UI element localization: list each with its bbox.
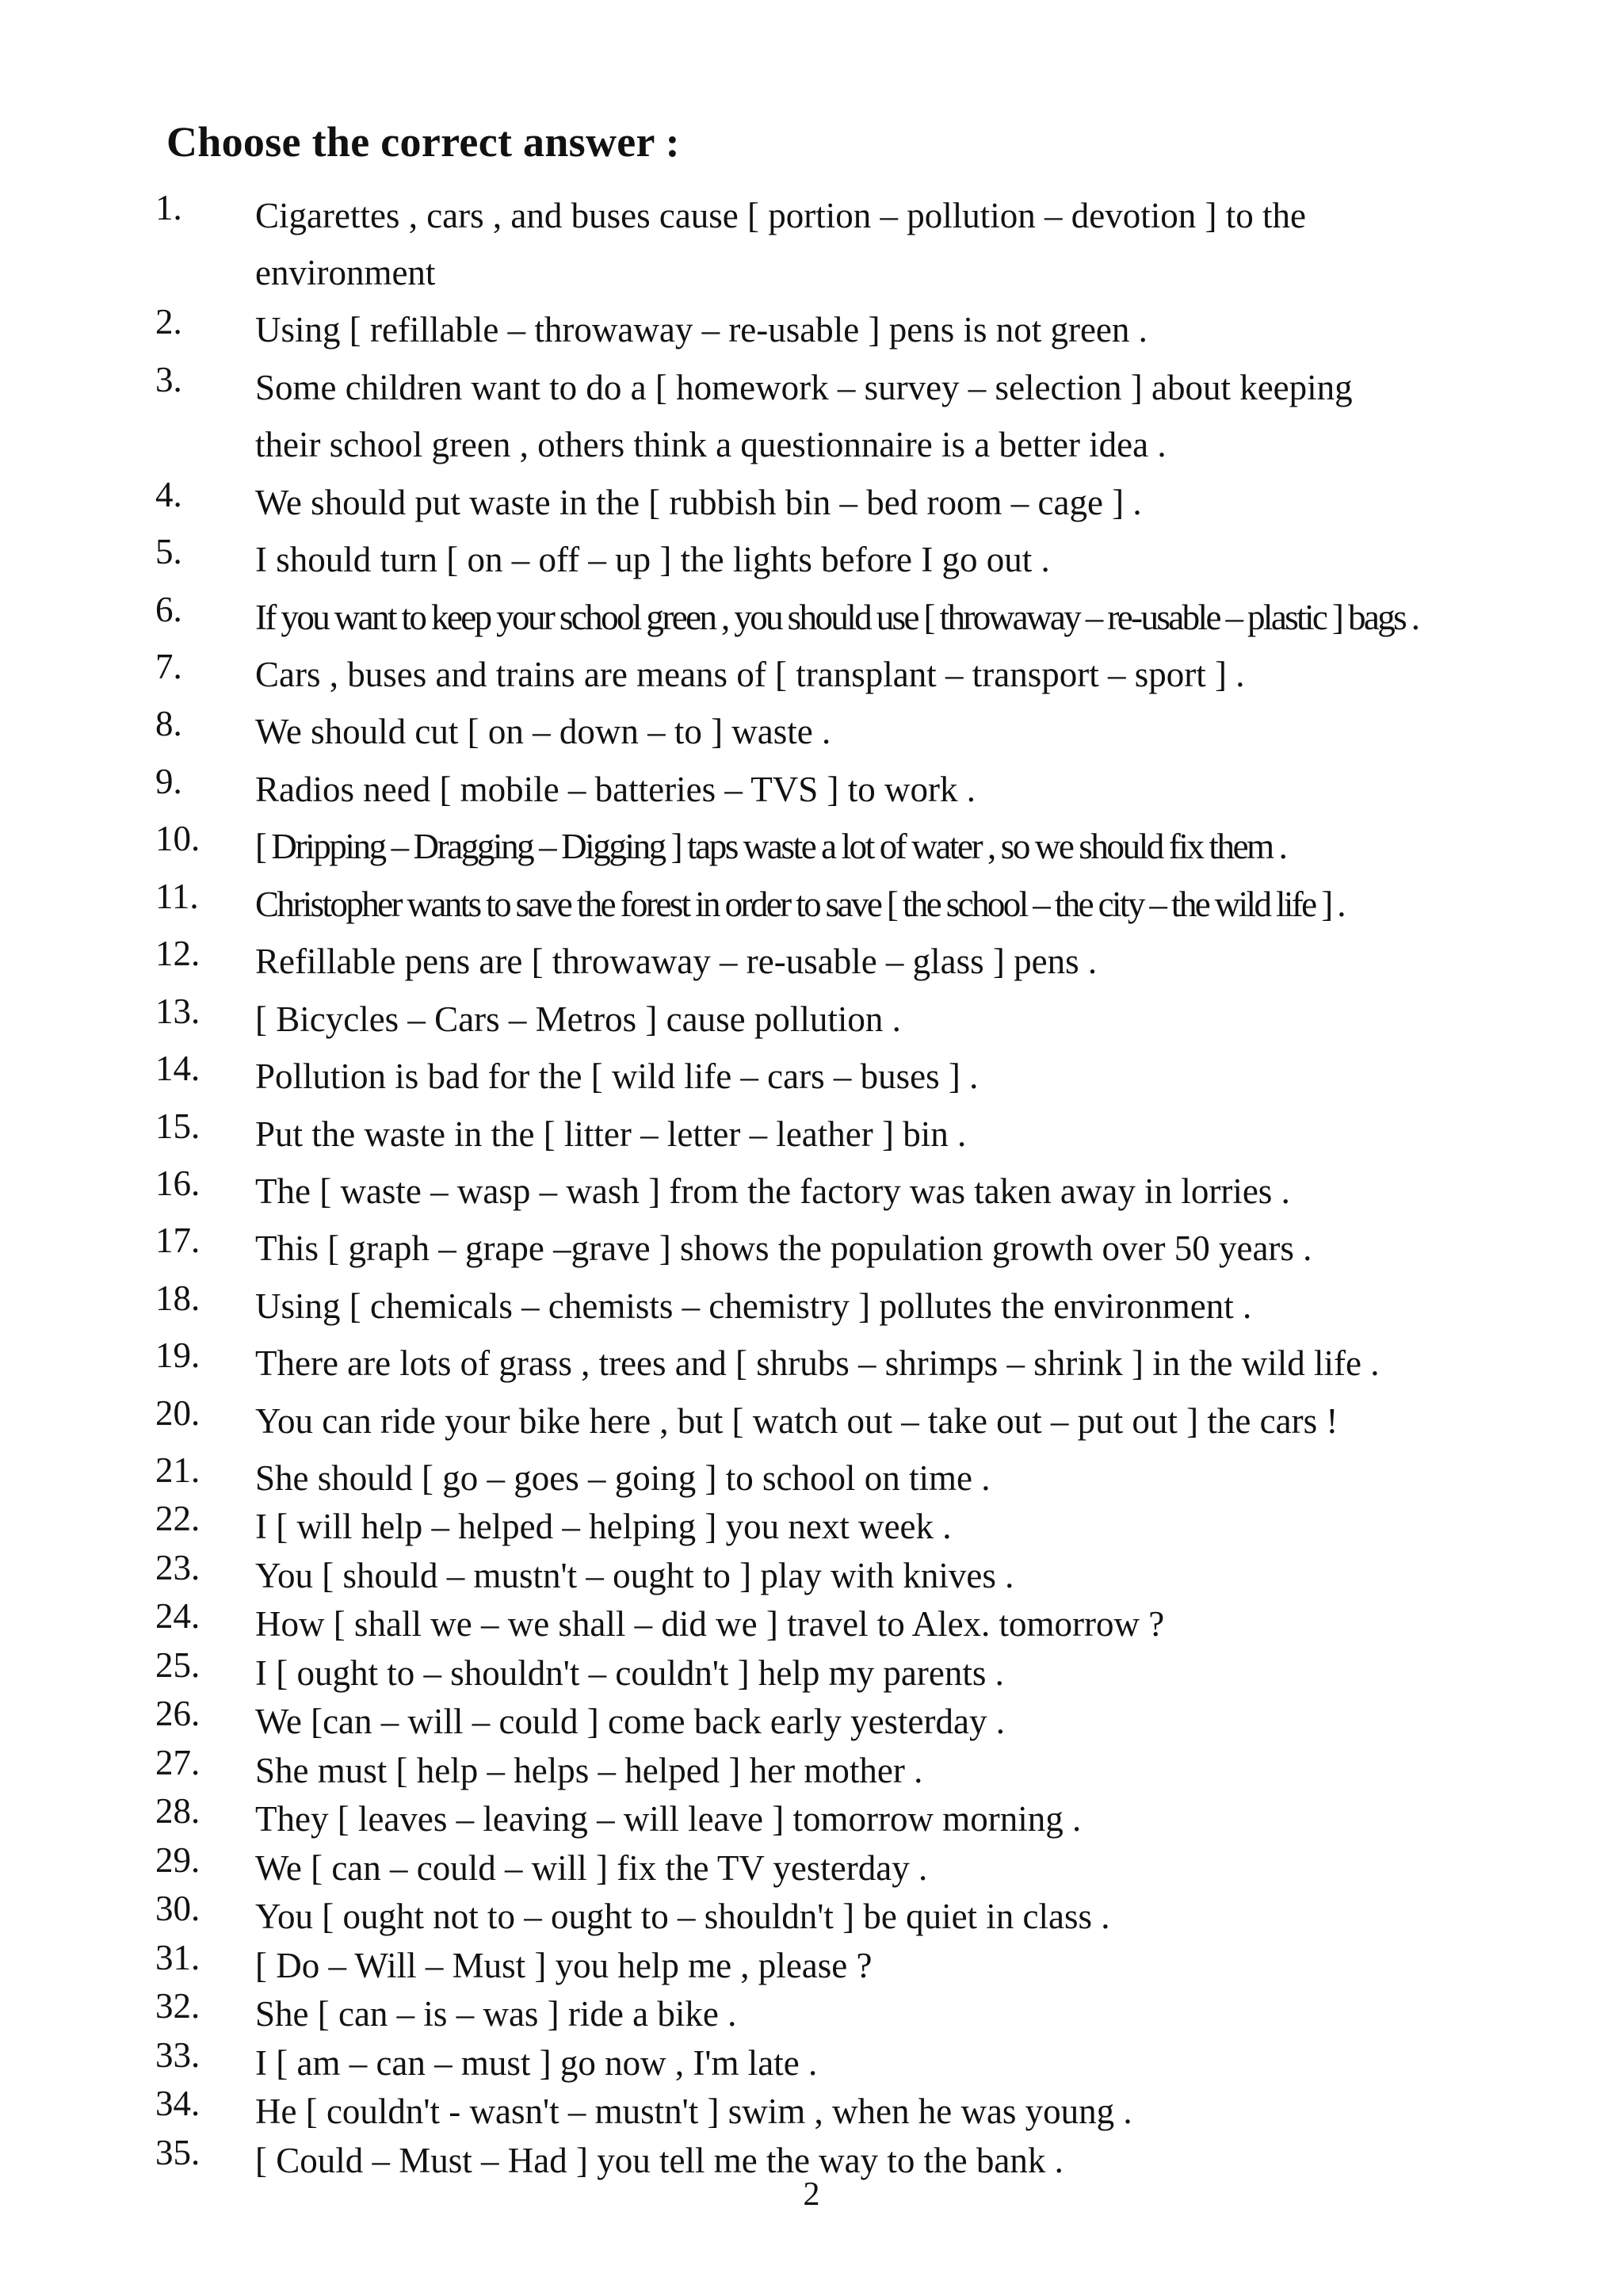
question-number: 30. — [155, 1889, 200, 1928]
question-number: 33. — [155, 2035, 200, 2075]
question-number: 4. — [155, 475, 182, 514]
page-number: 2 — [803, 2176, 820, 2213]
question-number: 19. — [155, 1335, 200, 1375]
question-text: How [ shall we – we shall – did we ] travel to Alex. tomorrow ? — [255, 1604, 1165, 1644]
question-text: Radios need [ mobile – batteries – TVS ] to work . — [255, 770, 976, 809]
question-number: 8. — [155, 704, 182, 743]
question-text: She must [ help – helps – helped ] her mother . — [255, 1751, 923, 1790]
question-number: 2. — [155, 302, 182, 342]
question-number: 28. — [155, 1791, 200, 1831]
question-text: You can ride your bike here , but [ watch out – take out – put out ] the cars ! — [255, 1401, 1338, 1441]
question-text: Cars , buses and trains are means of [ transplant – transport – sport ] . — [255, 655, 1245, 694]
question-text: [ Do – Will – Must ] you help me , please ? — [255, 1946, 873, 1985]
question-text: [ Bicycles – Cars – Metros ] cause pollution . — [255, 999, 901, 1039]
question-text: We [can – will – could ] come back early yesterday . — [255, 1702, 1005, 1741]
question-text: She should [ go – goes – going ] to school on time . — [255, 1458, 991, 1498]
question-text: There are lots of grass , trees and [ shrubs – shrimps – shrink ] in the wild life . — [255, 1343, 1380, 1383]
page-heading: Choose the correct answer : — [166, 118, 680, 166]
question-number: 12. — [155, 934, 200, 973]
question-number: 32. — [155, 1986, 200, 2026]
question-text: If you want to keep your school green , you should use [ throwaway – re-usable – plastic ] bags . — [255, 598, 1419, 637]
question-text: We should put waste in the [ rubbish bin – bed room – cage ] . — [255, 483, 1142, 522]
question-text: I should turn [ on – off – up ] the lights before I go out . — [255, 540, 1050, 579]
question-number: 21. — [155, 1450, 200, 1490]
question-text: We should cut [ on – down – to ] waste . — [255, 712, 831, 751]
question-text: I [ am – can – must ] go now , I'm late . — [255, 2043, 818, 2083]
question-number: 20. — [155, 1393, 200, 1433]
question-text: The [ waste – wasp – wash ] from the factory was taken away in lorries . — [255, 1171, 1290, 1211]
question-text: He [ couldn't - wasn't – mustn't ] swim , when he was young . — [255, 2092, 1132, 2131]
question-number: 27. — [155, 1743, 200, 1782]
question-text: I [ ought to – shouldn't – couldn't ] help my parents . — [255, 1653, 1004, 1693]
question-text: You [ should – mustn't – ought to ] play with knives . — [255, 1556, 1014, 1595]
question-number: 35. — [155, 2133, 200, 2172]
question-text: They [ leaves – leaving – will leave ] tomorrow morning . — [255, 1799, 1082, 1839]
question-number: 26. — [155, 1694, 200, 1733]
question-text — [255, 359, 1491, 473]
question-number: 5. — [155, 532, 182, 571]
question-number: 25. — [155, 1645, 200, 1685]
question-number: 34. — [155, 2084, 200, 2123]
question-text: Refillable pens are [ throwaway – re-usable – glass ] pens . — [255, 942, 1098, 981]
question-number: 23. — [155, 1548, 200, 1587]
question-text: [ Could – Must – Had ] you tell me the way to the bank . — [255, 2141, 1064, 2180]
question-text: We [ can – could – will ] fix the TV yesterday . — [255, 1848, 928, 1888]
question-text: Pollution is bad for the [ wild life – cars – buses ] . — [255, 1056, 979, 1096]
question-number: 14. — [155, 1049, 200, 1088]
question-text: You [ ought not to – ought to – shouldn't ] be quiet in class . — [255, 1897, 1110, 1936]
question-number: 29. — [155, 1840, 200, 1880]
question-number: 3. — [155, 360, 182, 399]
question-text: I [ will help – helped – helping ] you next week . — [255, 1507, 952, 1546]
question-number: 22. — [155, 1499, 200, 1538]
question-line-continued: environment — [255, 253, 436, 292]
question-text: Using [ refillable – throwaway – re-usable ] pens is not green . — [255, 310, 1148, 350]
question-number: 13. — [155, 991, 200, 1031]
question-number: 24. — [155, 1596, 200, 1636]
question-text: Put the waste in the [ litter – letter – leather ] bin . — [255, 1114, 967, 1154]
question-number: 10. — [155, 819, 200, 858]
question-line: Cigarettes , cars , and buses cause [ portion – pollution – devotion ] to the — [255, 196, 1306, 235]
question-number: 7. — [155, 647, 182, 686]
question-text: This [ graph – grape –grave ] shows the population growth over 50 years . — [255, 1228, 1312, 1268]
question-text: [ Dripping – Dragging – Digging ] taps waste a lot of water , so we should fix them . — [255, 827, 1286, 866]
question-text: She [ can – is – was ] ride a bike . — [255, 1994, 737, 2034]
question-line-continued: their school green , others think a questionnaire is a better idea . — [255, 425, 1167, 464]
question-line: Some children want to do a [ homework – survey – selection ] about keeping — [255, 368, 1353, 407]
question-number: 9. — [155, 762, 182, 801]
question-number: 18. — [155, 1278, 200, 1318]
question-number: 15. — [155, 1106, 200, 1146]
question-text — [255, 187, 1491, 301]
question-number: 31. — [155, 1938, 200, 1977]
question-text: Using [ chemicals – chemists – chemistry ] pollutes the environment . — [255, 1286, 1252, 1326]
question-text: Christopher wants to save the forest in order to save [ the school – the city – the wild life ] . — [255, 884, 1344, 924]
question-number: 17. — [155, 1221, 200, 1260]
question-number: 6. — [155, 590, 182, 629]
question-number: 16. — [155, 1163, 200, 1203]
question-number: 1. — [155, 188, 182, 227]
question-number: 11. — [155, 877, 199, 916]
